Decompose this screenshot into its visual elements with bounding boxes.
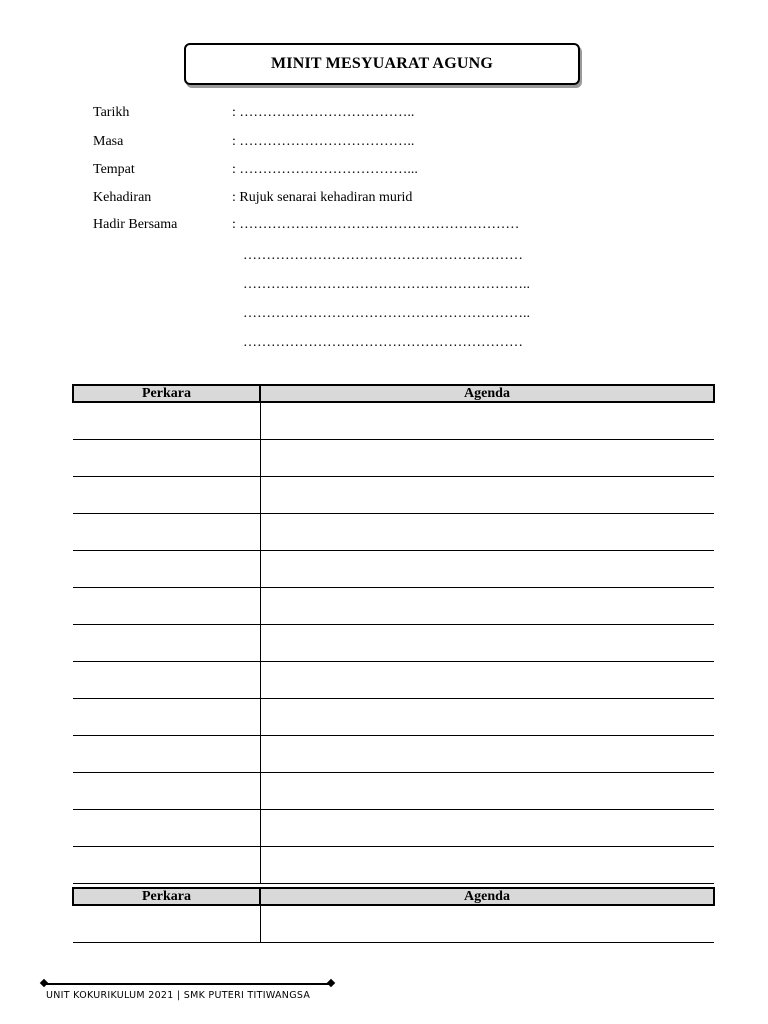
agenda-cell[interactable]	[260, 736, 714, 773]
info-value: : ……………………………………………………	[232, 217, 520, 232]
table-row	[73, 588, 714, 625]
perkara-cell[interactable]	[73, 736, 260, 773]
perkara-cell[interactable]	[73, 477, 260, 514]
agenda-table	[72, 384, 715, 884]
footer-text: UNIT KOKURIKULUM 2021 | SMK PUTERI TITIWANGSA	[46, 990, 311, 1001]
perkara-cell[interactable]	[73, 625, 260, 662]
footer-rule	[44, 983, 331, 985]
agenda-cell[interactable]	[260, 625, 714, 662]
agenda-cell[interactable]	[260, 588, 714, 625]
table-row	[73, 625, 714, 662]
footer-diamond-icon	[327, 979, 335, 987]
footer-diamond-icon	[40, 979, 48, 987]
agenda-cell[interactable]	[260, 773, 714, 810]
table-row	[73, 773, 714, 810]
info-value: : ………………………………..	[232, 134, 415, 149]
dotted-line: ……………………………………………………..	[243, 277, 530, 292]
perkara-cell[interactable]	[73, 662, 260, 699]
header-agenda: Agenda	[260, 888, 714, 905]
perkara-cell[interactable]	[73, 773, 260, 810]
info-label: Masa	[93, 134, 124, 149]
info-value: : ………………………………...	[232, 162, 418, 177]
perkara-cell[interactable]	[73, 551, 260, 588]
info-label: Kehadiran	[93, 190, 152, 205]
perkara-cell[interactable]	[73, 402, 260, 440]
dotted-line: ……………………………………………………	[243, 248, 523, 263]
agenda-cell[interactable]	[260, 440, 714, 477]
dotted-line: ……………………………………………………	[243, 335, 523, 350]
table-row	[73, 736, 714, 773]
header-perkara: Perkara	[73, 385, 260, 402]
table-row	[73, 514, 714, 551]
agenda-cell[interactable]	[260, 847, 714, 884]
header-perkara: Perkara	[73, 888, 260, 905]
perkara-cell[interactable]	[73, 847, 260, 884]
agenda-cell[interactable]	[260, 699, 714, 736]
dotted-line: ……………………………………………………..	[243, 306, 530, 321]
table-row	[73, 662, 714, 699]
agenda-cell[interactable]	[260, 477, 714, 514]
table-row	[73, 699, 714, 736]
agenda-cell[interactable]	[260, 402, 714, 440]
table-row	[73, 477, 714, 514]
table-row	[73, 551, 714, 588]
agenda-cell[interactable]	[260, 514, 714, 551]
table-row	[73, 905, 714, 943]
perkara-cell[interactable]	[73, 440, 260, 477]
table-row	[73, 440, 714, 477]
page-title: MINIT MESYUARAT AGUNG	[184, 43, 580, 85]
header-agenda: Agenda	[260, 385, 714, 402]
agenda-table-2	[72, 887, 715, 943]
table-row	[73, 402, 714, 440]
table-row	[73, 847, 714, 884]
table-row	[73, 810, 714, 847]
info-value: : ………………………………..	[232, 105, 415, 120]
info-label: Tarikh	[93, 105, 130, 120]
agenda-cell[interactable]	[260, 662, 714, 699]
agenda-cell[interactable]	[260, 810, 714, 847]
perkara-cell[interactable]	[73, 905, 260, 943]
perkara-cell[interactable]	[73, 588, 260, 625]
info-value: : Rujuk senarai kehadiran murid	[232, 190, 413, 205]
info-label: Hadir Bersama	[93, 217, 178, 232]
perkara-cell[interactable]	[73, 699, 260, 736]
perkara-cell[interactable]	[73, 514, 260, 551]
agenda-cell[interactable]	[260, 551, 714, 588]
info-label: Tempat	[93, 162, 135, 177]
agenda-cell[interactable]	[260, 905, 714, 943]
perkara-cell[interactable]	[73, 810, 260, 847]
